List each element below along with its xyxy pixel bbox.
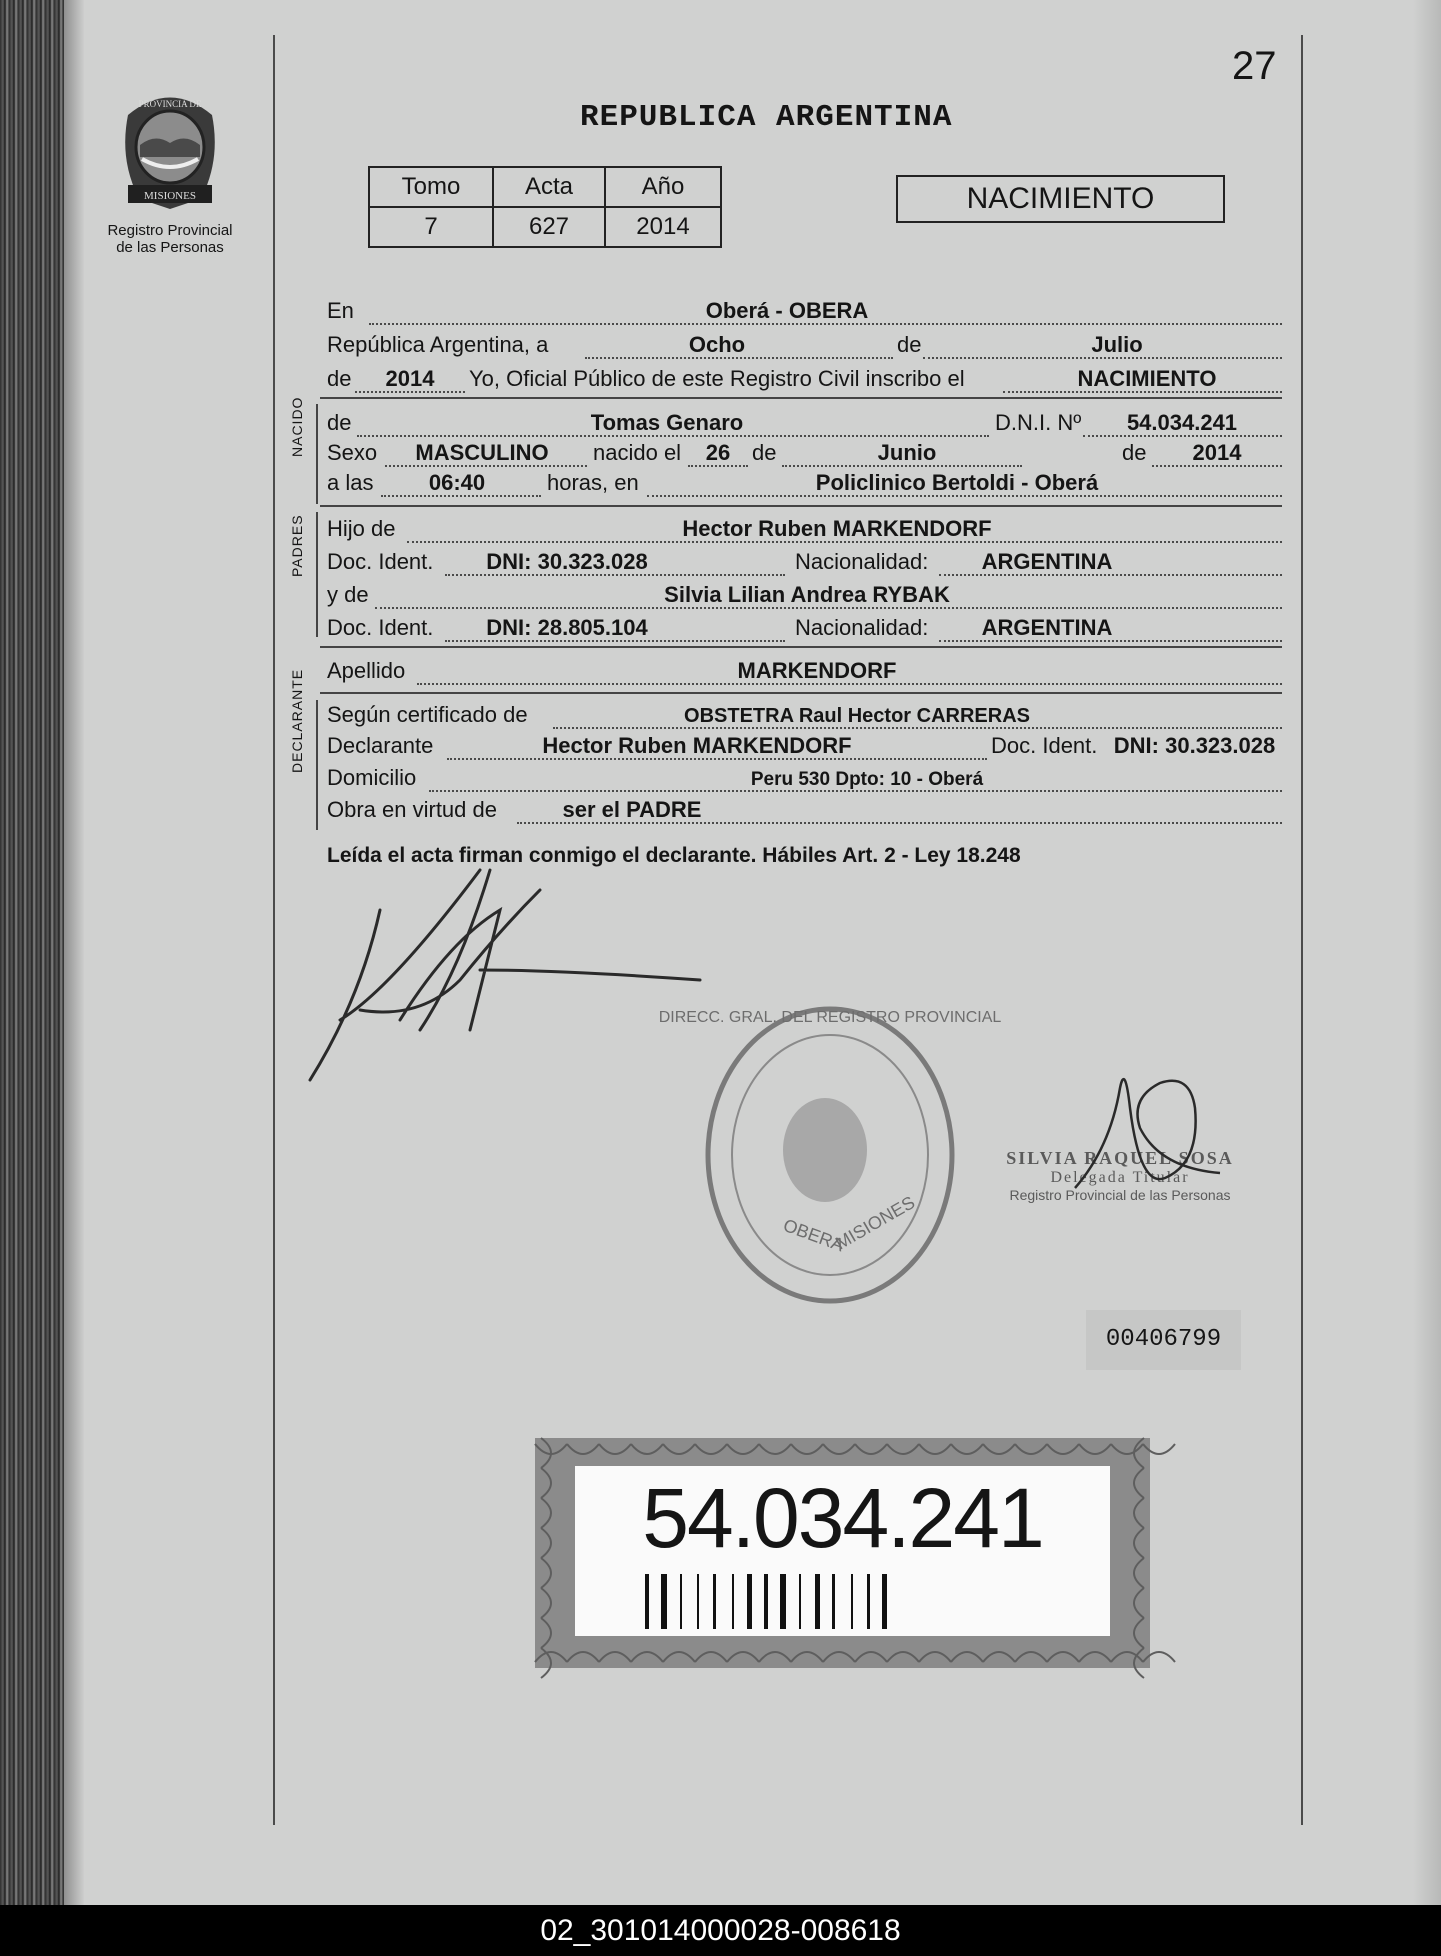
header-anio: Año: [605, 167, 721, 207]
seal-caption: Registro Provincial de las Personas: [107, 222, 233, 256]
official-stamp: [658, 1000, 1002, 1310]
province-seal-icon: [110, 85, 230, 215]
value-anio: 2014: [605, 207, 721, 247]
field-padre-doc: DNI: 30.323.028: [486, 549, 648, 574]
barcode-number: 54.034.241: [642, 1471, 1043, 1565]
row-padre: Hijo de Hector Ruben MARKENDORF: [327, 516, 1282, 546]
row-padre-doc: Doc. Ident. DNI: 30.323.028 Nacionalidad: ARGENTINA: [327, 549, 1282, 579]
row-domicilio: Domicilio Peru 530 Dpto: 10 - Oberá: [327, 765, 1282, 795]
row-certificado: Según certificado de OBSTETRA Raul Hector CARRERAS: [327, 702, 1282, 732]
document-title: REPUBLICA ARGENTINA: [580, 100, 953, 135]
field-lugar: Oberá - OBERA: [705, 298, 869, 323]
field-sexo: MASCULINO: [415, 440, 549, 465]
svg-text:OBERA: OBERA: [780, 1214, 847, 1256]
right-margin-line: [1301, 35, 1303, 1825]
field-apellido: MARKENDORF: [737, 658, 897, 683]
field-anio: 2014: [385, 366, 435, 391]
closing-statement: Leída el acta firman conmigo el declarante. Hábiles Art. 2 - Ley 18.248: [327, 844, 1021, 867]
officer-signature: [1070, 1068, 1230, 1198]
field-declarante: Hector Ruben MARKENDORF: [542, 733, 852, 758]
field-nac-dia: 26: [705, 440, 731, 465]
field-madre-doc: DNI: 28.805.104: [486, 615, 648, 640]
row-anio: de 2014 Yo, Oficial Público de este Registro Civil inscribo el NACIMIENTO: [327, 366, 1282, 396]
nacido-bracket: [316, 404, 318, 504]
field-nac-mes: Junio: [877, 440, 937, 465]
serial-number: 00406799: [1086, 1310, 1241, 1370]
header-tomo: Tomo: [369, 167, 493, 207]
field-madre: Silvia Lilian Andrea RYBAK: [664, 582, 950, 607]
section-padres: PADRES: [289, 514, 305, 577]
padres-bracket: [316, 512, 318, 637]
field-certificado: OBSTETRA Raul Hector CARRERAS: [684, 705, 1030, 727]
svg-text:DIRECC. GRAL. DEL REGISTRO PRO: DIRECC. GRAL. DEL REGISTRO PROVINCIAL: [658, 1009, 1002, 1026]
field-domicilio: Peru 530 Dpto: 10 - Oberá: [750, 769, 984, 790]
field-virtud: ser el PADRE: [562, 797, 702, 822]
value-tomo: 7: [369, 207, 493, 247]
row-madre-doc: Doc. Ident. DNI: 28.805.104 Nacionalidad: ARGENTINA: [327, 615, 1282, 645]
row-apellido: Apellido MARKENDORF: [327, 658, 1282, 688]
barcode-label: [535, 1438, 1150, 1668]
row-madre: y de Silvia Lilian Andrea RYBAK: [327, 582, 1282, 612]
section-declarante: DECLARANTE: [289, 668, 305, 773]
field-nac-anio: 2014: [1192, 440, 1242, 465]
field-tipo: NACIMIENTO: [1077, 366, 1217, 391]
field-nombre: Tomas Genaro: [590, 410, 744, 435]
field-padre: Hector Ruben MARKENDORF: [682, 516, 992, 541]
row-declarante: Declarante Hector Ruben MARKENDORF Doc. Ident. DNI: 30.323.028: [327, 733, 1282, 763]
page-edge: [1413, 0, 1441, 1905]
divider: [320, 646, 1282, 648]
header-acta: Acta: [493, 167, 605, 207]
row-nombre: de Tomas Genaro D.N.I. Nº 54.034.241: [327, 410, 1282, 440]
registry-table: [368, 166, 722, 248]
province-seal: [100, 85, 240, 256]
row-hora: a las 06:40 horas, en Policlinico Bertoldi - Oberá: [327, 470, 1282, 500]
record-type-box: NACIMIENTO: [896, 175, 1225, 223]
svg-text:MISIONES: MISIONES: [832, 1192, 919, 1254]
barcode: [645, 1574, 1045, 1629]
footer-id: 02_301014000028-008618: [0, 1905, 1441, 1956]
field-hora: 06:40: [428, 470, 486, 495]
field-lugar-nac: Policlinico Bertoldi - Oberá: [815, 470, 1099, 495]
field-mes: Julio: [1091, 332, 1143, 357]
divider: [320, 505, 1282, 507]
left-margin-line: [273, 35, 275, 1825]
field-dia: Ocho: [688, 332, 746, 357]
barcode-panel: [575, 1466, 1110, 1636]
book-binding: [0, 0, 64, 1905]
field-declarante-doc: DNI: 30.323.028: [1113, 733, 1276, 758]
section-nacido: NACIDO: [289, 396, 305, 457]
divider: [320, 692, 1282, 694]
svg-text:PROVINCIA DE: PROVINCIA DE: [138, 99, 202, 109]
officer-stamp: SILVIA RAQUEL SOSA Delegada Titular Registro Provincial de las Personas: [1006, 1148, 1234, 1203]
divider: [320, 397, 1282, 399]
field-dni: 54.034.241: [1126, 410, 1238, 435]
row-en: En Oberá - OBERA: [327, 298, 1282, 328]
row-virtud: Obra en virtud de ser el PADRE: [327, 797, 1282, 827]
declarante-bracket: [316, 700, 318, 830]
row-republica: República Argentina, a Ocho de Julio: [327, 332, 1282, 362]
row-sexo: Sexo MASCULINO nacido el 26 de Junio de 2014: [327, 440, 1282, 470]
svg-text:MISIONES: MISIONES: [144, 190, 196, 202]
field-madre-nac: ARGENTINA: [981, 615, 1113, 640]
field-padre-nac: ARGENTINA: [981, 549, 1113, 574]
binding-shadow: [64, 0, 84, 1905]
page-number: 27: [1232, 44, 1277, 88]
declarant-signature: [300, 850, 720, 1090]
value-acta: 627: [493, 207, 605, 247]
